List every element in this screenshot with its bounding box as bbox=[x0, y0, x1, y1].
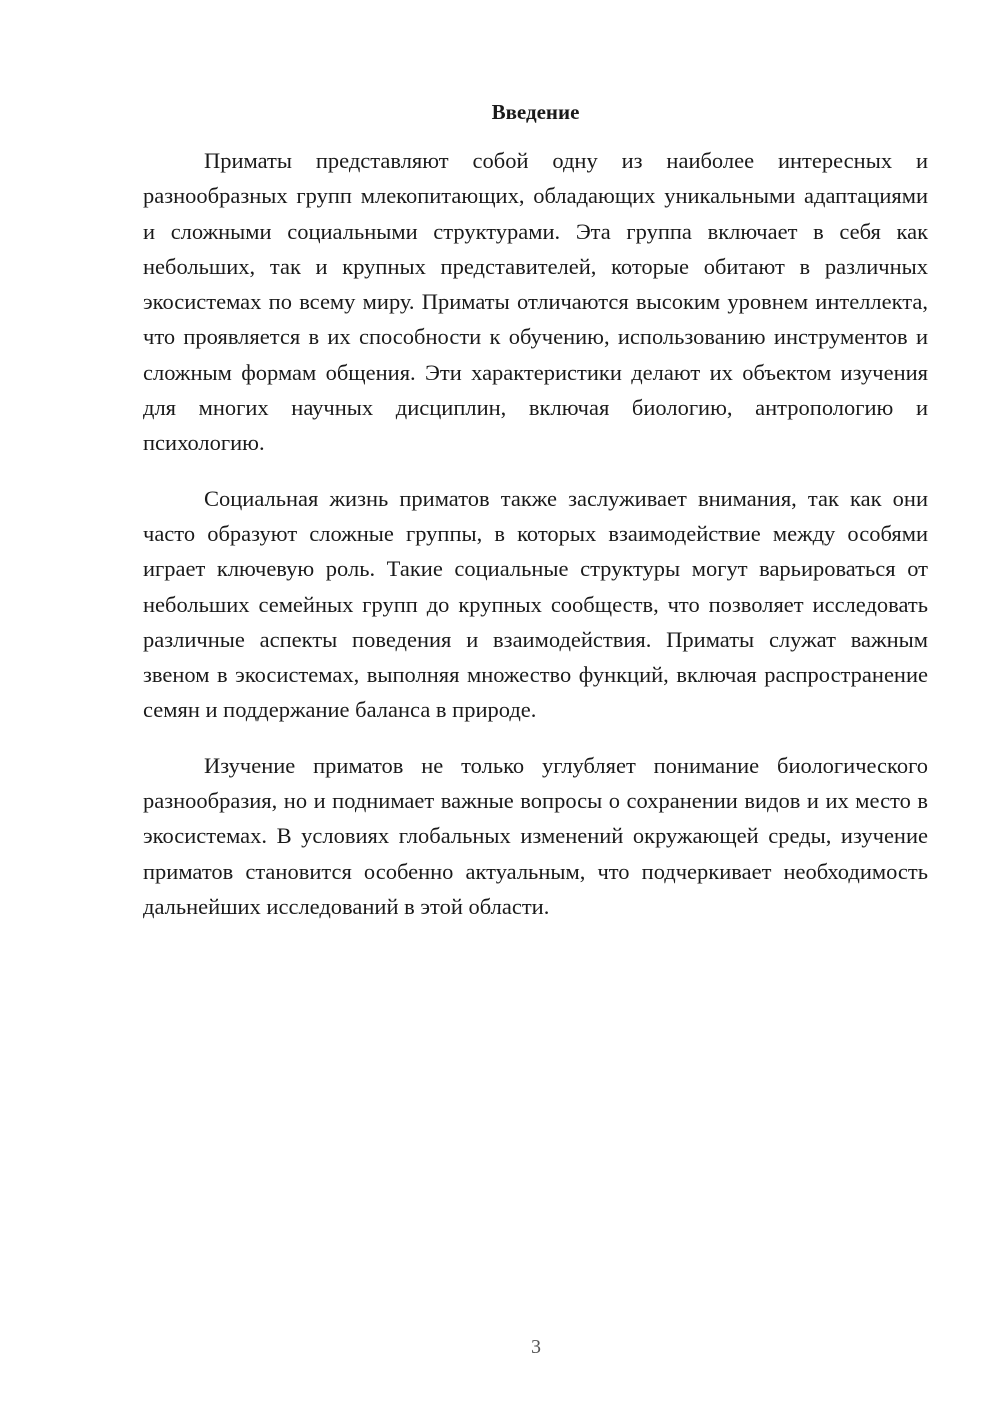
paragraph-1: Приматы представляют собой одну из наиболее интересных и разнообразных групп млекопитающих, обладающих уникальными адаптациями и сложными социальными структурами. Эта группа включает в себя как небольших, так и крупных представителей, которые обитают в различных экосистемах по всему миру. Приматы отличаются высоким уровнем интеллекта, что проявляется в их способности к обучению, использованию инструментов и сложным формам общения. Эти характеристики делают их объектом изучения для многих научных дисциплин, включая биологию, антропологию и психологию. bbox=[143, 148, 928, 456]
page-number: 3 bbox=[531, 1336, 541, 1358]
body-text bbox=[143, 143, 928, 944]
paragraph-2: Социальная жизнь приматов также заслуживает внимания, так как они часто образуют сложные группы, в которых взаимодействие между особями играет ключевую роль. Такие социальные структуры могут варьироваться от небольших семейных групп до крупных сообществ, что позволяет исследовать различные аспекты поведения и взаимодействия. Приматы служат важным звеном в экосистемах, выполняя множество функций, включая распространение семян и поддержание баланса в природе. bbox=[143, 485, 928, 723]
page-title: Введение bbox=[491, 100, 580, 124]
paragraph-3: Изучение приматов не только углубляет понимание биологического разнообразия, но и поднимает важные вопросы о сохранении видов и их место в экосистемах. В условиях глобальных изменений окружающей среды, изучение приматов становится особенно актуальным, что подчеркивает необходимость дальнейших исследований в этой области. bbox=[143, 752, 928, 919]
